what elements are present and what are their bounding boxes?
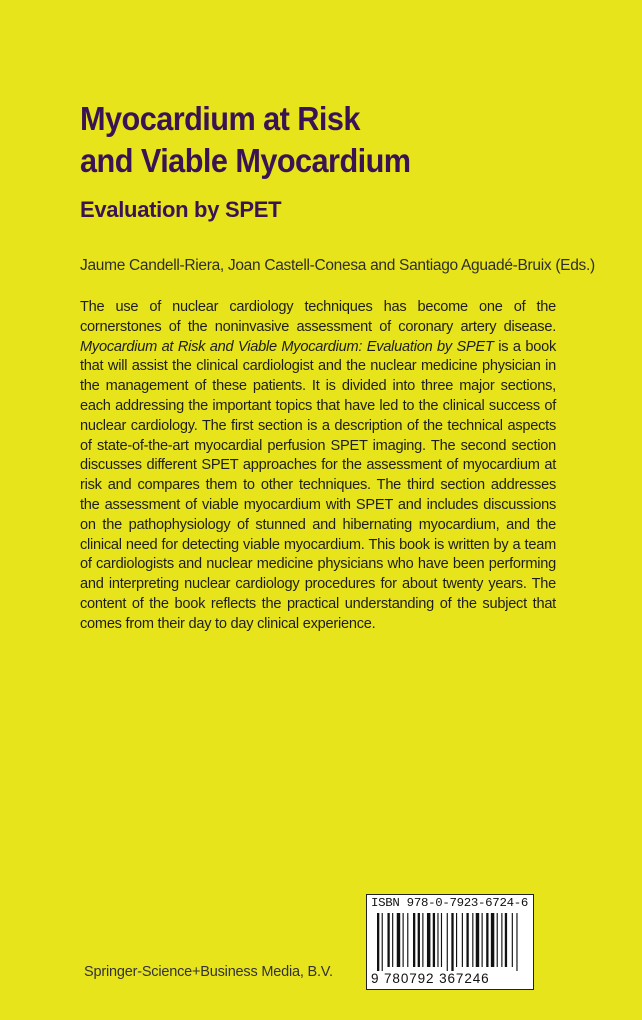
book-subtitle: Evaluation by SPET: [80, 197, 282, 222]
barcode-bar: [472, 913, 473, 967]
barcode-bar: [441, 913, 442, 967]
barcode-bar: [491, 913, 494, 967]
isbn-label: ISBN 978-0-7923-6724-6: [371, 896, 528, 910]
barcode-bar: [451, 913, 453, 971]
barcode-bar: [437, 913, 438, 967]
barcode-bar: [447, 913, 448, 971]
description-italic-title: Myocardium at Risk and Viable Myocardium: Evaluation by SPET: [80, 338, 494, 355]
barcode-bar: [512, 913, 513, 967]
barcode-bar: [433, 913, 435, 967]
description-body: is a book that will assist the clinical cardiologist and the nuclear medicine physician in the management of these patients. It is divided into three major sections, each addressing the important topics that have led to the clinical success of nuclear cardiology. The first section is a description of the technical aspects of state-of-the-art myocardial perfusion SPET imaging. The second section discusses different SPET approaches for the assessment of myocardium at risk and compares them to other techniques. The third section addresses the assessment of viable myocardium with SPET and includes discussions on the pathophysiology of stunned and hibernating myocardium, and the clinical need for detecting viable myocardium. This book is written by a team of cardiologists and nuclear medicine physicians who have been performing and interpreting nuclear cardiology procedures for about twenty years. The content of the book reflects the practical understanding of the subject that comes from their day to day clinical experience.: [80, 338, 556, 632]
barcode-bar: [476, 913, 479, 967]
book-title-line-2: and Viable Myocardium: [80, 142, 411, 179]
barcode-bar: [397, 913, 400, 967]
barcode-bar: [418, 913, 420, 967]
barcode-bar: [497, 913, 498, 967]
barcode-bar: [516, 913, 517, 971]
barcode-digit-first: 9: [371, 971, 379, 986]
barcode-bar: [392, 913, 393, 967]
book-title-line-1: Myocardium at Risk: [80, 100, 360, 137]
publisher-name: Springer-Science+Business Media, B.V.: [84, 964, 333, 980]
barcode-bar: [501, 913, 502, 967]
editors-line: Jaume Candell-Riera, Joan Castell-Conesa and Santiago Aguadé-Bruix (Eds.): [80, 257, 595, 274]
barcode-bar: [377, 913, 379, 971]
barcode-bar: [422, 913, 423, 967]
barcode-bar: [462, 913, 463, 967]
description-intro: The use of nuclear cardiology techniques has become one of the cornerstones of the noninvasive assessment of coronary artery disease.: [80, 299, 556, 335]
barcode-bar: [466, 913, 468, 967]
barcode-bar: [413, 913, 415, 967]
barcode-bar: [382, 913, 383, 971]
barcode-bar: [403, 913, 404, 967]
barcode-digits-rest: 780792 367246: [384, 971, 490, 986]
barcode-image: [375, 913, 525, 971]
book-description: [80, 298, 556, 635]
book-title: [80, 98, 411, 182]
barcode-bar: [505, 913, 507, 967]
barcode-bar: [486, 913, 488, 967]
barcode-bar: [407, 913, 408, 967]
isbn-barcode-block: [366, 894, 534, 990]
barcode-bar: [427, 913, 430, 967]
barcode-bar: [456, 913, 457, 967]
barcode-bar: [482, 913, 483, 967]
barcode-bar: [387, 913, 389, 967]
